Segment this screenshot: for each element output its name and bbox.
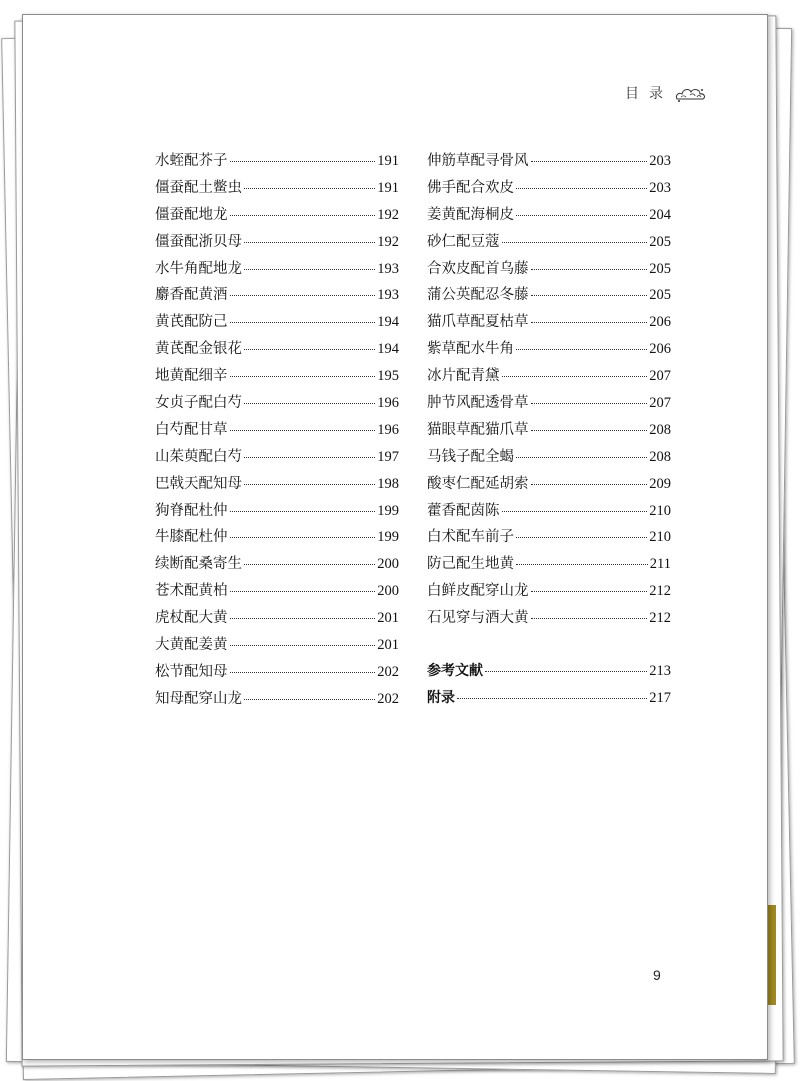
toc-entry-page: 196 — [377, 421, 399, 438]
toc-entry[interactable] — [427, 552, 671, 579]
toc-entry-page: 212 — [649, 583, 671, 600]
toc-entry-title: 酸枣仁配延胡索 — [427, 475, 529, 492]
toc-entry-page: 200 — [377, 556, 399, 573]
toc-entry-title: 白术配车前子 — [427, 529, 514, 546]
dot-leader — [230, 618, 376, 619]
dot-leader — [244, 457, 375, 458]
dot-leader — [516, 188, 647, 189]
dot-leader — [244, 242, 375, 243]
toc-entry-page: 193 — [377, 287, 399, 304]
dot-leader — [516, 215, 647, 216]
toc-entry-page: 193 — [377, 260, 399, 277]
dot-leader — [230, 430, 376, 431]
toc-entry-title: 黄芪配金银花 — [155, 341, 242, 358]
toc-entry-title: 麝香配黄酒 — [155, 287, 228, 304]
toc-entry[interactable] — [427, 472, 671, 499]
toc-entry-title: 藿香配茵陈 — [427, 502, 500, 519]
toc-entry[interactable] — [155, 472, 399, 499]
dot-leader — [244, 269, 375, 270]
dot-leader — [531, 403, 648, 404]
toc-entry-title: 大黄配姜黄 — [155, 637, 228, 654]
dot-leader — [230, 322, 376, 323]
toc-entry-title: 参考文献 — [427, 662, 483, 679]
dot-leader — [531, 618, 648, 619]
toc-entry[interactable] — [427, 257, 671, 284]
toc-entry-page: 203 — [649, 179, 671, 196]
toc-entry[interactable] — [427, 525, 671, 552]
toc-entry[interactable] — [155, 633, 399, 660]
toc-entry-page: 207 — [649, 395, 671, 412]
toc-entry-page: 194 — [377, 341, 399, 358]
toc-entry[interactable] — [427, 283, 671, 310]
dot-leader — [230, 161, 376, 162]
toc-entry-title: 猫爪草配夏枯草 — [427, 314, 529, 331]
toc-entry[interactable] — [155, 337, 399, 364]
toc-entry-page: 203 — [649, 153, 671, 169]
toc-entry[interactable] — [155, 283, 399, 310]
toc-entry-page: 206 — [649, 314, 671, 331]
toc-entry-title: 续断配桑寄生 — [155, 556, 242, 573]
toc-entry[interactable] — [155, 257, 399, 284]
toc-entry[interactable] — [427, 203, 671, 230]
toc-entry-page: 199 — [377, 502, 399, 519]
toc-entry[interactable] — [427, 391, 671, 418]
toc-entry-title: 冰片配青黛 — [427, 368, 500, 385]
cloud-ornament-icon — [673, 83, 707, 105]
toc-entry[interactable] — [155, 525, 399, 552]
toc-entry-page: 191 — [377, 179, 399, 196]
toc-entry-title: 伸筋草配寻骨风 — [427, 153, 529, 169]
section-gap — [427, 633, 671, 660]
dot-leader — [230, 591, 376, 592]
dot-leader — [244, 699, 375, 700]
dot-leader — [457, 698, 647, 699]
dot-leader — [531, 161, 648, 162]
toc-entry-page: 205 — [649, 260, 671, 277]
dot-leader — [502, 242, 648, 243]
toc-entry-page: 201 — [377, 610, 399, 627]
dot-leader — [516, 457, 647, 458]
toc-entry-title: 姜黄配海桐皮 — [427, 206, 514, 223]
toc-entry-title: 地黄配细辛 — [155, 368, 228, 385]
toc-entry[interactable] — [427, 149, 671, 176]
toc-entry-title: 僵蚕配土鳖虫 — [155, 179, 242, 196]
toc-entry[interactable] — [427, 687, 671, 714]
toc-entry-page: 205 — [649, 287, 671, 304]
toc-entry-title: 紫草配水牛角 — [427, 341, 514, 358]
toc-entry[interactable] — [427, 579, 671, 606]
toc-entry-title: 山茱萸配白芍 — [155, 448, 242, 465]
dot-leader — [230, 215, 376, 216]
toc-entry[interactable] — [427, 230, 671, 257]
toc-entry-title: 砂仁配豆蔻 — [427, 233, 500, 250]
book-edge-olive — [768, 905, 776, 1005]
dot-leader — [230, 645, 376, 646]
dot-leader — [244, 403, 375, 404]
page-number: 9 — [653, 967, 661, 983]
dot-leader — [244, 188, 375, 189]
toc-entry[interactable] — [155, 687, 399, 714]
toc-entry[interactable] — [427, 445, 671, 472]
dot-leader — [230, 672, 376, 673]
toc-entry-page: 210 — [649, 529, 671, 546]
toc-entry-title: 蒲公英配忍冬藤 — [427, 287, 529, 304]
toc-entry[interactable] — [155, 391, 399, 418]
toc-entry-title: 女贞子配白芍 — [155, 395, 242, 412]
toc-entry-page: 200 — [377, 583, 399, 600]
toc-entry-page: 191 — [377, 153, 399, 169]
toc-entry-title: 牛膝配杜仲 — [155, 529, 228, 546]
dot-leader — [516, 564, 648, 565]
toc-entry-page: 205 — [649, 233, 671, 250]
toc-entry[interactable] — [155, 445, 399, 472]
toc-entry[interactable] — [155, 579, 399, 606]
dot-leader — [516, 537, 647, 538]
toc-entry[interactable] — [155, 364, 399, 391]
toc-entry-page: 196 — [377, 395, 399, 412]
toc-entry[interactable] — [427, 606, 671, 633]
toc-entry-title: 佛手配合欢皮 — [427, 179, 514, 196]
toc-entry[interactable] — [427, 310, 671, 337]
toc-entry-page: 213 — [649, 662, 671, 679]
toc-page — [22, 14, 768, 1060]
toc-column-left — [155, 149, 399, 714]
toc-entry[interactable] — [155, 552, 399, 579]
dot-leader — [230, 537, 376, 538]
toc-entry-title: 苍术配黄柏 — [155, 583, 228, 600]
toc-entry-page: 197 — [377, 448, 399, 465]
toc-entry[interactable] — [155, 230, 399, 257]
toc-entry-title: 僵蚕配浙贝母 — [155, 233, 242, 250]
toc-entry-page: 208 — [649, 421, 671, 438]
dot-leader — [485, 671, 647, 672]
dot-leader — [230, 295, 376, 296]
toc-entry[interactable] — [155, 418, 399, 445]
toc-entry-page: 201 — [377, 637, 399, 654]
toc-entry-title: 防己配生地黄 — [427, 556, 514, 573]
toc-entry-page: 207 — [649, 368, 671, 385]
toc-entry-page: 212 — [649, 610, 671, 627]
toc-entry-title: 虎杖配大黄 — [155, 610, 228, 627]
dot-leader — [502, 511, 648, 512]
toc-entry-title: 松节配知母 — [155, 663, 228, 680]
toc-entry-title: 马钱子配全蝎 — [427, 448, 514, 465]
toc-entry-page: 211 — [649, 556, 671, 573]
toc-entry[interactable] — [155, 149, 399, 176]
dot-leader — [244, 349, 375, 350]
dot-leader — [244, 564, 375, 565]
dot-leader — [531, 430, 648, 431]
toc-entry-title: 知母配穿山龙 — [155, 690, 242, 707]
dot-leader — [531, 322, 648, 323]
toc-entry-title: 猫眼草配猫爪草 — [427, 421, 529, 438]
toc-entry[interactable] — [427, 418, 671, 445]
dot-leader — [531, 295, 648, 296]
toc-entry[interactable] — [427, 364, 671, 391]
toc-entry-title: 附录 — [427, 689, 455, 706]
toc-entry-title: 僵蚕配地龙 — [155, 206, 228, 223]
toc-column-right — [427, 149, 671, 714]
dot-leader — [244, 484, 375, 485]
toc-entry-page: 202 — [377, 663, 399, 680]
dot-leader — [230, 511, 376, 512]
toc-entry-title: 黄芪配防己 — [155, 314, 228, 331]
toc-entry-page: 192 — [377, 206, 399, 223]
dot-leader — [531, 591, 648, 592]
toc-entry-page: 195 — [377, 368, 399, 385]
toc-entry-title: 水牛角配地龙 — [155, 260, 242, 277]
running-header-title: 目录 — [625, 86, 673, 102]
toc-entry[interactable] — [155, 176, 399, 203]
toc-entry-title: 合欢皮配首乌藤 — [427, 260, 529, 277]
toc-entry[interactable] — [155, 310, 399, 337]
toc-entry[interactable] — [427, 499, 671, 526]
toc-entry-page: 208 — [649, 448, 671, 465]
toc-entry-title: 石见穿与酒大黄 — [427, 610, 529, 627]
dot-leader — [230, 376, 376, 377]
toc-entry[interactable] — [427, 176, 671, 203]
toc-entry[interactable] — [427, 337, 671, 364]
toc-entry-page: 198 — [377, 475, 399, 492]
toc-entry[interactable] — [155, 606, 399, 633]
toc-entry[interactable] — [155, 499, 399, 526]
dot-leader — [516, 349, 647, 350]
toc-entry-title: 白鲜皮配穿山龙 — [427, 583, 529, 600]
toc-entry-page: 210 — [649, 502, 671, 519]
toc-entry[interactable] — [155, 203, 399, 230]
toc-entry[interactable] — [155, 660, 399, 687]
toc-entry-title: 狗脊配杜仲 — [155, 502, 228, 519]
toc-entry-title: 白芍配甘草 — [155, 421, 228, 438]
toc-entry-page: 202 — [377, 690, 399, 707]
toc-entry-page: 199 — [377, 529, 399, 546]
dot-leader — [502, 376, 648, 377]
dot-leader — [531, 269, 648, 270]
toc-entry-page: 194 — [377, 314, 399, 331]
toc-entry-page: 204 — [649, 206, 671, 223]
toc-entry-title: 水蛭配芥子 — [155, 153, 228, 169]
toc-entry-title: 巴戟天配知母 — [155, 475, 242, 492]
dot-leader — [531, 484, 648, 485]
toc-entry-page: 206 — [649, 341, 671, 358]
toc-entry-page: 209 — [649, 475, 671, 492]
toc-entry[interactable] — [427, 660, 671, 687]
toc-entry-title: 肿节风配透骨草 — [427, 395, 529, 412]
toc-entry-page: 217 — [649, 689, 671, 706]
toc-entry-page: 192 — [377, 233, 399, 250]
